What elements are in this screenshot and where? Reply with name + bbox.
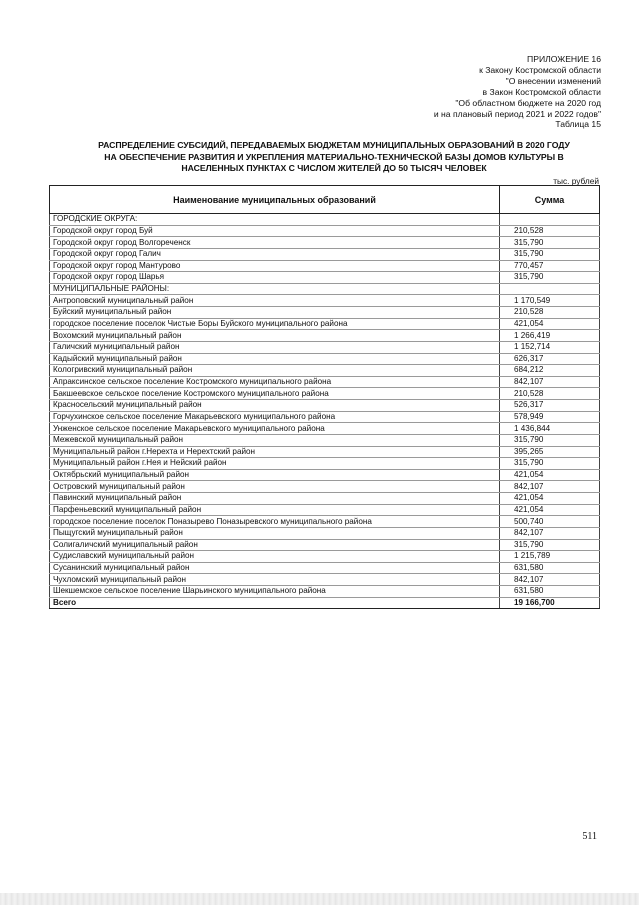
table-row (50, 469, 600, 481)
table-row (50, 411, 600, 423)
municipality-name: Унженское сельское поселение Макарьевского муниципального района (50, 423, 500, 435)
total-label: Всего (50, 597, 500, 609)
municipality-name: Апраксинское сельское поселение Костромского муниципального района (50, 376, 500, 388)
amount-cell: 421,054 (500, 504, 600, 516)
amount-cell: 631,580 (500, 586, 600, 598)
amount-cell: 842,107 (500, 376, 600, 388)
municipality-name: Городской округ город Волгореченск (50, 237, 500, 249)
appendix-header (434, 54, 601, 130)
table-row (50, 586, 600, 598)
municipality-name: Антроповский муниципальный район (50, 295, 500, 307)
amount-cell: 1 215,789 (500, 551, 600, 563)
amount-cell: 395,265 (500, 446, 600, 458)
column-header-amount: Сумма (500, 186, 600, 214)
table-row (50, 493, 600, 505)
units-label: тыс. рублей (553, 176, 599, 186)
amount-cell: 842,107 (500, 574, 600, 586)
table-row (50, 272, 600, 284)
section-row (50, 283, 600, 295)
appendix-line: к Закону Костромской области (479, 64, 601, 75)
municipality-name: Галичский муниципальный район (50, 341, 500, 353)
municipality-name: Городской округ город Шарья (50, 272, 500, 284)
table-body (50, 214, 600, 609)
section-label: ГОРОДСКИЕ ОКРУГА: (50, 214, 500, 226)
municipality-name: Вохомский муниципальный район (50, 330, 500, 342)
table-row (50, 341, 600, 353)
amount-cell: 315,790 (500, 434, 600, 446)
amount-cell: 315,790 (500, 272, 600, 284)
table-row (50, 318, 600, 330)
section-label: МУНИЦИПАЛЬНЫЕ РАЙОНЫ: (50, 283, 500, 295)
table-row (50, 248, 600, 260)
table-row (50, 388, 600, 400)
municipality-name: Муниципальный район г.Нерехта и Нерехтский район (50, 446, 500, 458)
amount-cell: 315,790 (500, 248, 600, 260)
appendix-line: ПРИЛОЖЕНИЕ 16 (527, 54, 601, 64)
amount-cell: 315,790 (500, 237, 600, 249)
table-row (50, 237, 600, 249)
amount-cell: 1 436,844 (500, 423, 600, 435)
municipality-name: Буйский муниципальный район (50, 307, 500, 319)
amount-cell (500, 283, 600, 295)
municipality-name: Городской округ город Галич (50, 248, 500, 260)
table-row (50, 330, 600, 342)
amount-cell: 315,790 (500, 539, 600, 551)
amount-cell: 631,580 (500, 562, 600, 574)
amount-cell: 421,054 (500, 469, 600, 481)
municipality-name: Красносельский муниципальный район (50, 400, 500, 412)
appendix-line: "Об областном бюджете на 2020 год (455, 97, 601, 108)
table-row (50, 423, 600, 435)
amount-cell: 626,317 (500, 353, 600, 365)
total-row (50, 597, 600, 609)
amount-cell: 578,949 (500, 411, 600, 423)
table-row (50, 434, 600, 446)
municipality-name: Солигаличский муниципальный район (50, 539, 500, 551)
municipality-name: Островский муниципальный район (50, 481, 500, 493)
amount-cell: 315,790 (500, 458, 600, 470)
municipality-name: городское поселение поселок Поназырево Поназыревского муниципального района (50, 516, 500, 528)
appendix-line: в Закон Костромской области (482, 86, 601, 97)
page-number: 511 (582, 831, 597, 842)
table-row (50, 481, 600, 493)
municipality-name: Шекшемское сельское поселение Шарьинского муниципального района (50, 586, 500, 598)
amount-cell: 210,528 (500, 307, 600, 319)
amount-cell: 210,528 (500, 388, 600, 400)
municipality-name: городское поселение поселок Чистые Боры Буйского муниципального района (50, 318, 500, 330)
municipality-name: Горчухинское сельское поселение Макарьевского муниципального района (50, 411, 500, 423)
amount-cell: 526,317 (500, 400, 600, 412)
table-row (50, 295, 600, 307)
municipality-name: Чухломский муниципальный район (50, 574, 500, 586)
table-header-row (50, 186, 600, 214)
amount-cell: 1 170,549 (500, 295, 600, 307)
municipality-name: Кологривский муниципальный район (50, 365, 500, 377)
section-row (50, 214, 600, 226)
municipality-name: Городской округ город Буй (50, 225, 500, 237)
municipality-name: Городской округ город Мантурово (50, 260, 500, 272)
table-row (50, 574, 600, 586)
table-row (50, 446, 600, 458)
table-row (50, 504, 600, 516)
amount-cell: 500,740 (500, 516, 600, 528)
municipality-name: Октябрьский муниципальный район (50, 469, 500, 481)
municipality-name: Бакшеевское сельское поселение Костромского муниципального района (50, 388, 500, 400)
amount-cell: 421,054 (500, 493, 600, 505)
municipality-name: Кадыйский муниципальный район (50, 353, 500, 365)
appendix-line: "О внесении изменений (505, 75, 601, 86)
appendix-line: Таблица 15 (555, 119, 601, 130)
amount-cell: 210,528 (500, 225, 600, 237)
municipality-name: Межевской муниципальный район (50, 434, 500, 446)
table-row (50, 562, 600, 574)
title-line: РАСПРЕДЕЛЕНИЕ СУБСИДИЙ, ПЕРЕДАВАЕМЫХ БЮДЖЕТАМ МУНИЦИПАЛЬНЫХ ОБРАЗОВАНИЙ В 2020 ГОДУ (98, 140, 570, 150)
municipality-name: Павинский муниципальный район (50, 493, 500, 505)
total-amount: 19 166,700 (500, 597, 600, 609)
table-row (50, 400, 600, 412)
table-row (50, 376, 600, 388)
amount-cell: 842,107 (500, 527, 600, 539)
amount-cell: 1 266,419 (500, 330, 600, 342)
table-row (50, 458, 600, 470)
table-row (50, 225, 600, 237)
title-line: НАСЕЛЕННЫХ ПУНКТАХ С ЧИСЛОМ ЖИТЕЛЕЙ ДО 50 ТЫСЯЧ ЧЕЛОВЕК (181, 163, 487, 174)
table-row (50, 539, 600, 551)
municipality-name: Парфеньевский муниципальный район (50, 504, 500, 516)
table-row (50, 353, 600, 365)
amount-cell: 770,457 (500, 260, 600, 272)
amount-cell (500, 214, 600, 226)
amount-cell: 842,107 (500, 481, 600, 493)
municipality-name: Сусанинский муниципальный район (50, 562, 500, 574)
table-row (50, 551, 600, 563)
table-row (50, 516, 600, 528)
table-row (50, 365, 600, 377)
document-title (50, 140, 618, 175)
amount-cell: 684,212 (500, 365, 600, 377)
municipality-name: Муниципальный район г.Нея и Нейский район (50, 458, 500, 470)
table-row (50, 307, 600, 319)
amount-cell: 1 152,714 (500, 341, 600, 353)
subsidy-table (49, 185, 600, 609)
municipality-name: Судиславский муниципальный район (50, 551, 500, 563)
column-header-name: Наименование муниципальных образований (50, 186, 500, 214)
municipality-name: Пыщугский муниципальный район (50, 527, 500, 539)
appendix-line: и на плановый период 2021 и 2022 годов" (433, 108, 601, 119)
title-line: НА ОБЕСПЕЧЕНИЕ РАЗВИТИЯ И УКРЕПЛЕНИЯ МАТЕРИАЛЬНО-ТЕХНИЧЕСКОЙ БАЗЫ ДОМОВ КУЛЬТУРЫ В (104, 151, 564, 162)
scan-edge (0, 893, 639, 905)
amount-cell: 421,054 (500, 318, 600, 330)
table-row (50, 527, 600, 539)
table-row (50, 260, 600, 272)
